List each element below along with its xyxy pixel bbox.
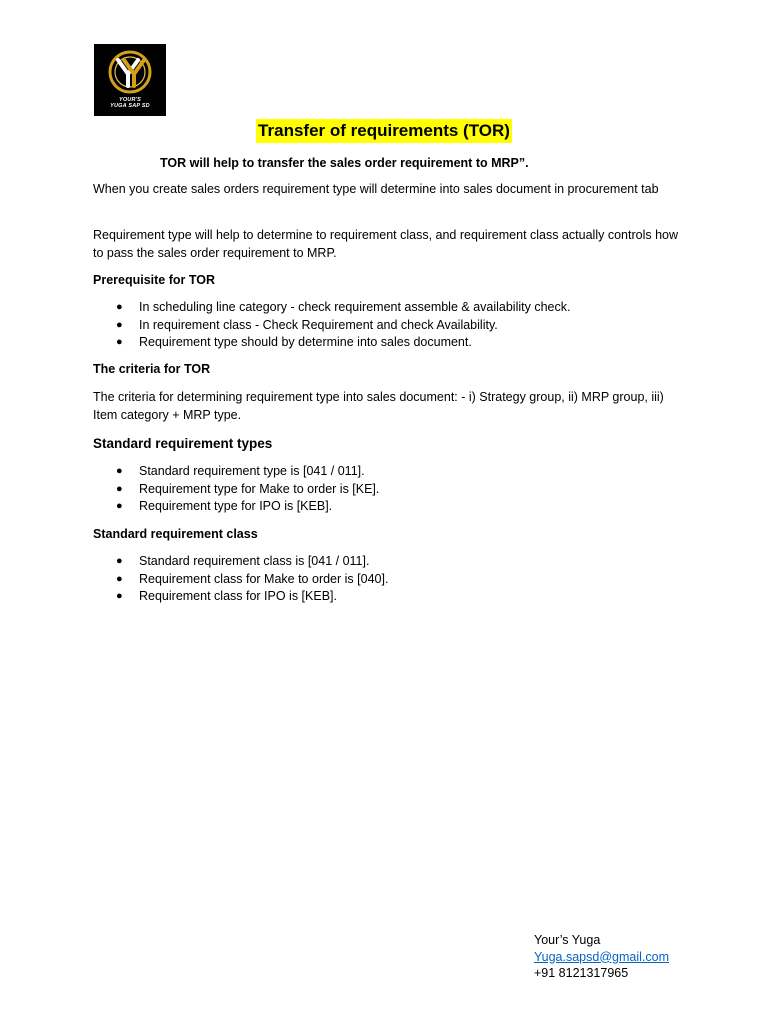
logo-line1: YOUR'S (118, 97, 142, 103)
bullet-icon: ● (116, 336, 123, 348)
heading-requirement-types: Standard requirement types (93, 436, 273, 451)
bullet-icon: ● (116, 318, 123, 331)
subtitle: TOR will help to transfer the sales order requirement to MRP”. (160, 156, 529, 170)
heading-criteria: The criteria for TOR (93, 362, 211, 376)
yy-logo-icon (94, 44, 166, 96)
prerequisite-list (0, 299, 570, 352)
bullet-icon: ● (116, 465, 123, 477)
list-item: ● Requirement class for IPO is [KEB]. (0, 588, 388, 606)
bullet-icon: ● (116, 555, 123, 567)
email-link[interactable]: Yuga.sapsd@gmail.com (534, 949, 669, 964)
bullet-icon: ● (116, 590, 123, 602)
logo-line2: YUGA SAP SD (110, 103, 150, 109)
list-item: ● In scheduling line category - check requirement assemble & availability check. (0, 299, 570, 317)
paragraph-requirement-class: Requirement type will help to determine to requirement class, and requirement class actually controls how to pass the sales order requirement to MRP. (93, 228, 679, 260)
list-item: ● Requirement type for Make to order is [KE]. (0, 481, 379, 499)
paragraph-procurement: When you create sales orders requirement type will determine into sales document in procurement tab (93, 182, 659, 196)
bullet-icon: ● (116, 482, 123, 495)
page-title: Transfer of requirements (TOR) (256, 119, 512, 143)
paragraph-criteria: The criteria for determining requirement type into sales document: - i) Strategy group, ii) MRP group, iii) Item category + MRP type. (93, 390, 664, 422)
footer-contact (534, 932, 669, 982)
logo (94, 44, 166, 116)
requirement-types-list (0, 463, 379, 516)
bullet-icon: ● (116, 500, 123, 512)
list-item: ● Standard requirement type is [041 / 011]. (0, 463, 379, 481)
footer-name: Your’s Yuga (534, 933, 601, 947)
heading-requirement-class: Standard requirement class (93, 527, 258, 541)
list-item: ● Requirement type for IPO is [KEB]. (0, 498, 379, 516)
bullet-icon: ● (116, 572, 123, 585)
requirement-class-list (0, 553, 388, 606)
footer-phone: +91 8121317965 (534, 966, 629, 980)
heading-prerequisite: Prerequisite for TOR (93, 273, 216, 287)
list-item: ● Requirement class for Make to order is [040]. (0, 571, 388, 589)
list-item: ● Standard requirement class is [041 / 011]. (0, 553, 388, 571)
list-item: ● Requirement type should by determine into sales document. (0, 334, 570, 352)
bullet-icon: ● (116, 301, 123, 313)
list-item: ● In requirement class - Check Requirement and check Availability. (0, 317, 570, 335)
